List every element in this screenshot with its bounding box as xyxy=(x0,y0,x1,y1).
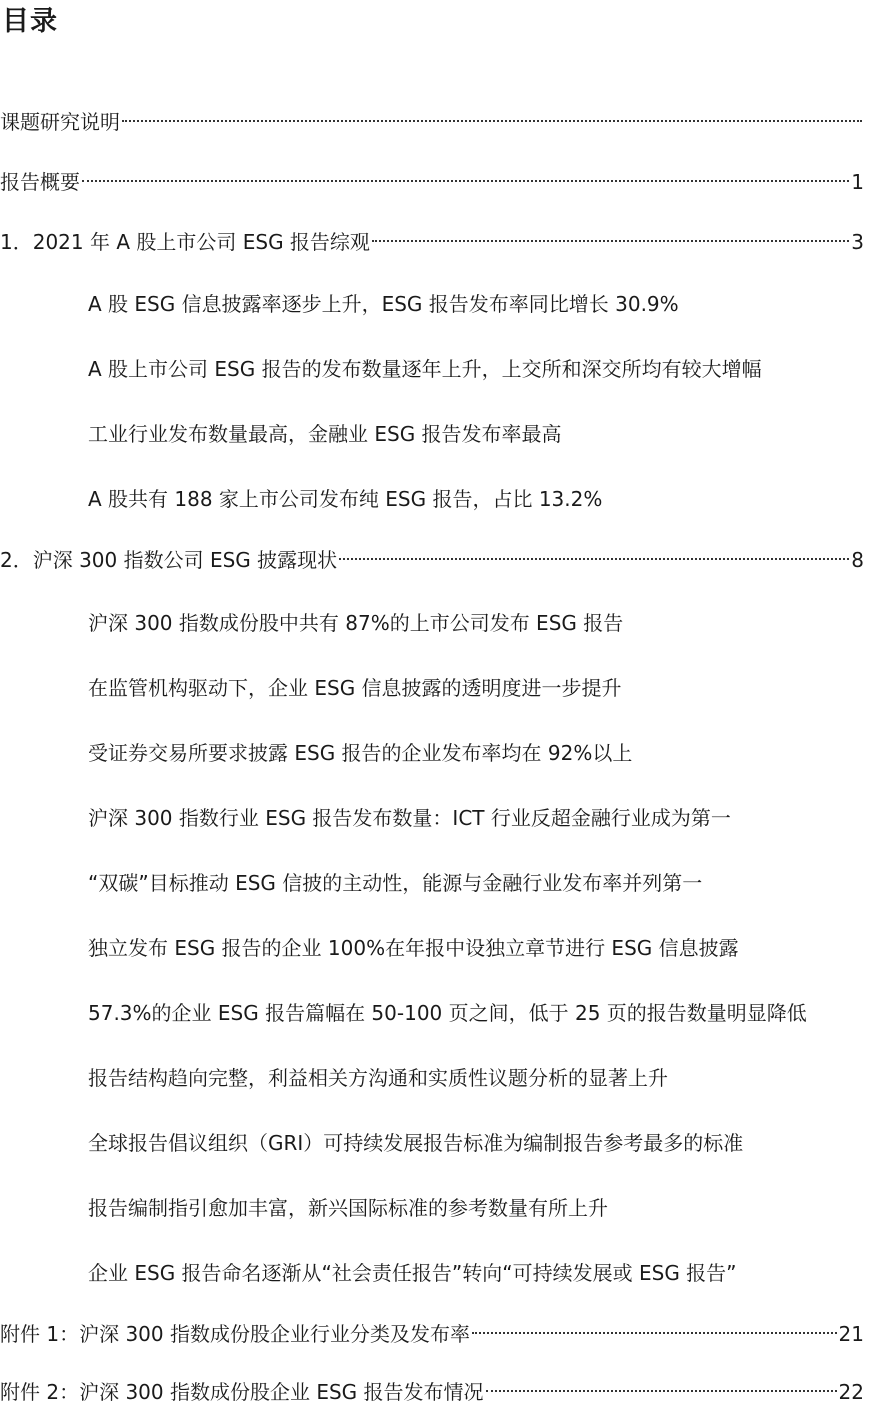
toc-subitem[interactable]: 57.3%的企业 ESG 报告篇幅在 50-100 页之间，低于 25 页的报告数量明显降低 xyxy=(88,1001,807,1025)
toc-subitem[interactable]: 沪深 300 指数成份股中共有 87%的上市公司发布 ESG 报告 xyxy=(88,611,624,635)
toc-entry-label: 报告概要 xyxy=(0,170,80,194)
toc-subitem[interactable]: 企业 ESG 报告命名逐渐从“社会责任报告”转向“可持续发展或 ESG 报告” xyxy=(88,1261,737,1285)
toc-subitem[interactable]: 沪深 300 指数行业 ESG 报告发布数量：ICT 行业反超金融行业成为第一 xyxy=(88,806,731,830)
toc-subitem[interactable]: “双碳”目标推动 ESG 信披的主动性，能源与金融行业发布率并列第一 xyxy=(88,871,703,895)
toc-subitem[interactable]: 全球报告倡议组织（GRI）可持续发展报告标准为编制报告参考最多的标准 xyxy=(88,1131,744,1155)
toc-subitem[interactable]: 受证券交易所要求披露 ESG 报告的企业发布率均在 92%以上 xyxy=(88,741,633,765)
dot-leader xyxy=(372,219,849,249)
toc-entry-label: 2．沪深 300 指数公司 ESG 披露现状 xyxy=(0,548,338,572)
toc-entry-research-note[interactable] xyxy=(0,99,864,134)
toc-entry-summary[interactable] xyxy=(0,159,864,194)
toc-subitem[interactable]: 在监管机构驱动下，企业 ESG 信息披露的透明度进一步提升 xyxy=(88,676,622,700)
dot-leader xyxy=(82,159,849,189)
toc-entry-label: 课题研究说明 xyxy=(0,110,120,134)
dot-leader xyxy=(486,1369,837,1399)
dot-leader xyxy=(472,1311,837,1341)
toc-subitem[interactable]: A 股 ESG 信息披露率逐步上升，ESG 报告发布率同比增长 30.9% xyxy=(88,292,679,316)
toc-subitem[interactable]: 独立发布 ESG 报告的企业 100%在年报中设独立章节进行 ESG 信息披露 xyxy=(88,936,739,960)
toc-subitem[interactable]: 报告结构趋向完整，利益相关方沟通和实质性议题分析的显著上升 xyxy=(88,1066,668,1090)
toc-subitem[interactable]: A 股共有 188 家上市公司发布纯 ESG 报告，占比 13.2% xyxy=(88,487,603,511)
toc-page-number: 22 xyxy=(838,1380,864,1404)
toc-entry-appendix-1[interactable] xyxy=(0,1311,864,1346)
dot-leader xyxy=(339,537,849,567)
toc-page-number: 8 xyxy=(851,548,864,572)
toc-subitem[interactable]: 工业行业发布数量最高，金融业 ESG 报告发布率最高 xyxy=(88,422,562,446)
toc-entry-section-2[interactable] xyxy=(0,537,864,572)
toc-page-number: 21 xyxy=(838,1322,864,1346)
toc-entry-label: 附件 2：沪深 300 指数成份股企业 ESG 报告发布情况 xyxy=(0,1380,484,1404)
toc-entry-label: 1．2021 年 A 股上市公司 ESG 报告综观 xyxy=(0,230,370,254)
toc-page-number: 1 xyxy=(851,170,864,194)
toc-entry-label: 附件 1：沪深 300 指数成份股企业行业分类及发布率 xyxy=(0,1322,470,1346)
toc-subitem[interactable]: A 股上市公司 ESG 报告的发布数量逐年上升，上交所和深交所均有较大增幅 xyxy=(88,357,762,381)
dot-leader xyxy=(122,99,862,129)
toc-entry-appendix-2[interactable] xyxy=(0,1369,864,1404)
toc-page-number: 3 xyxy=(851,230,864,254)
toc-subitem[interactable]: 报告编制指引愈加丰富，新兴国际标准的参考数量有所上升 xyxy=(88,1196,608,1220)
toc-entry-section-1[interactable] xyxy=(0,219,864,254)
page-title: 目录 xyxy=(2,6,58,37)
